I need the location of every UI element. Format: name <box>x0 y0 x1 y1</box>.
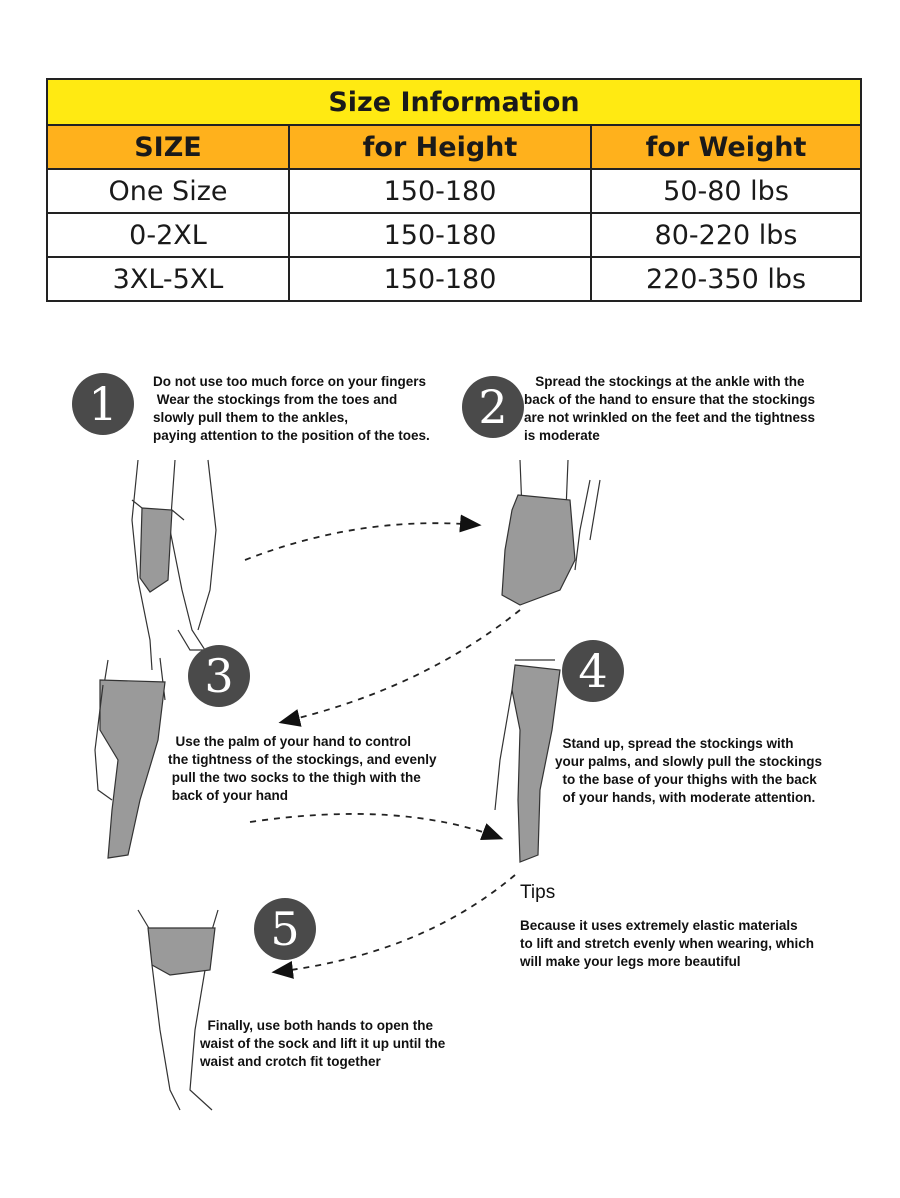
table-title: Size Information <box>47 79 861 125</box>
step-4-text: Stand up, spread the stockings with your palms, and slowly pull the stockings to the base of your thighs with the back of your hands, with moderate attention. <box>555 736 823 805</box>
leg-figure-3 <box>95 658 165 858</box>
arrow-1-to-2 <box>245 523 478 560</box>
cell-weight: 220-350 lbs <box>591 257 861 301</box>
cell-size: One Size <box>47 169 289 213</box>
step-1-text: Do not use too much force on your fingers Wear the stockings from the toes and slowly pull them to the ankles, paying attention to the position of the toes. <box>153 374 430 443</box>
arrow-2-to-3 <box>282 610 520 722</box>
cell-weight: 80-220 lbs <box>591 213 861 257</box>
step-3-text: Use the palm of your hand to control the tightness of the stockings, and evenly pull the two socks to the thigh with the back of your hand <box>168 734 437 803</box>
header-size: SIZE <box>47 125 289 169</box>
table-row <box>47 169 861 213</box>
arrow-3-to-4 <box>250 814 500 838</box>
cell-height: 150-180 <box>289 213 591 257</box>
step-2-badge: 2 <box>462 376 524 438</box>
tips-title: Tips <box>520 882 556 903</box>
step-5-badge: 5 <box>254 898 316 960</box>
leg-figure-1 <box>132 460 216 670</box>
leg-figure-2 <box>502 460 600 605</box>
size-information-table <box>46 78 862 302</box>
step-4-badge: 4 <box>562 640 624 702</box>
cell-size: 0-2XL <box>47 213 289 257</box>
tips-text: Because it uses extremely elastic materials to lift and stretch evenly when wearing, which will make your legs more beautiful <box>520 918 815 969</box>
wearing-guide <box>0 330 900 1198</box>
header-weight: for Weight <box>591 125 861 169</box>
cell-size: 3XL-5XL <box>47 257 289 301</box>
table-row <box>47 213 861 257</box>
step-5-text: Finally, use both hands to open the waist of the sock and lift it up until the waist and crotch fit together <box>200 1018 446 1069</box>
step-2-text: Spread the stockings at the ankle with the back of the hand to ensure that the stockings are not wrinkled on the feet and the tightness is moderate <box>524 374 816 443</box>
leg-figure-5 <box>138 910 218 1110</box>
step-3-badge: 3 <box>188 645 250 707</box>
step-1-badge: 1 <box>72 373 134 435</box>
cell-height: 150-180 <box>289 257 591 301</box>
cell-height: 150-180 <box>289 169 591 213</box>
cell-weight: 50-80 lbs <box>591 169 861 213</box>
header-height: for Height <box>289 125 591 169</box>
leg-figure-4 <box>495 660 560 862</box>
table-row <box>47 257 861 301</box>
